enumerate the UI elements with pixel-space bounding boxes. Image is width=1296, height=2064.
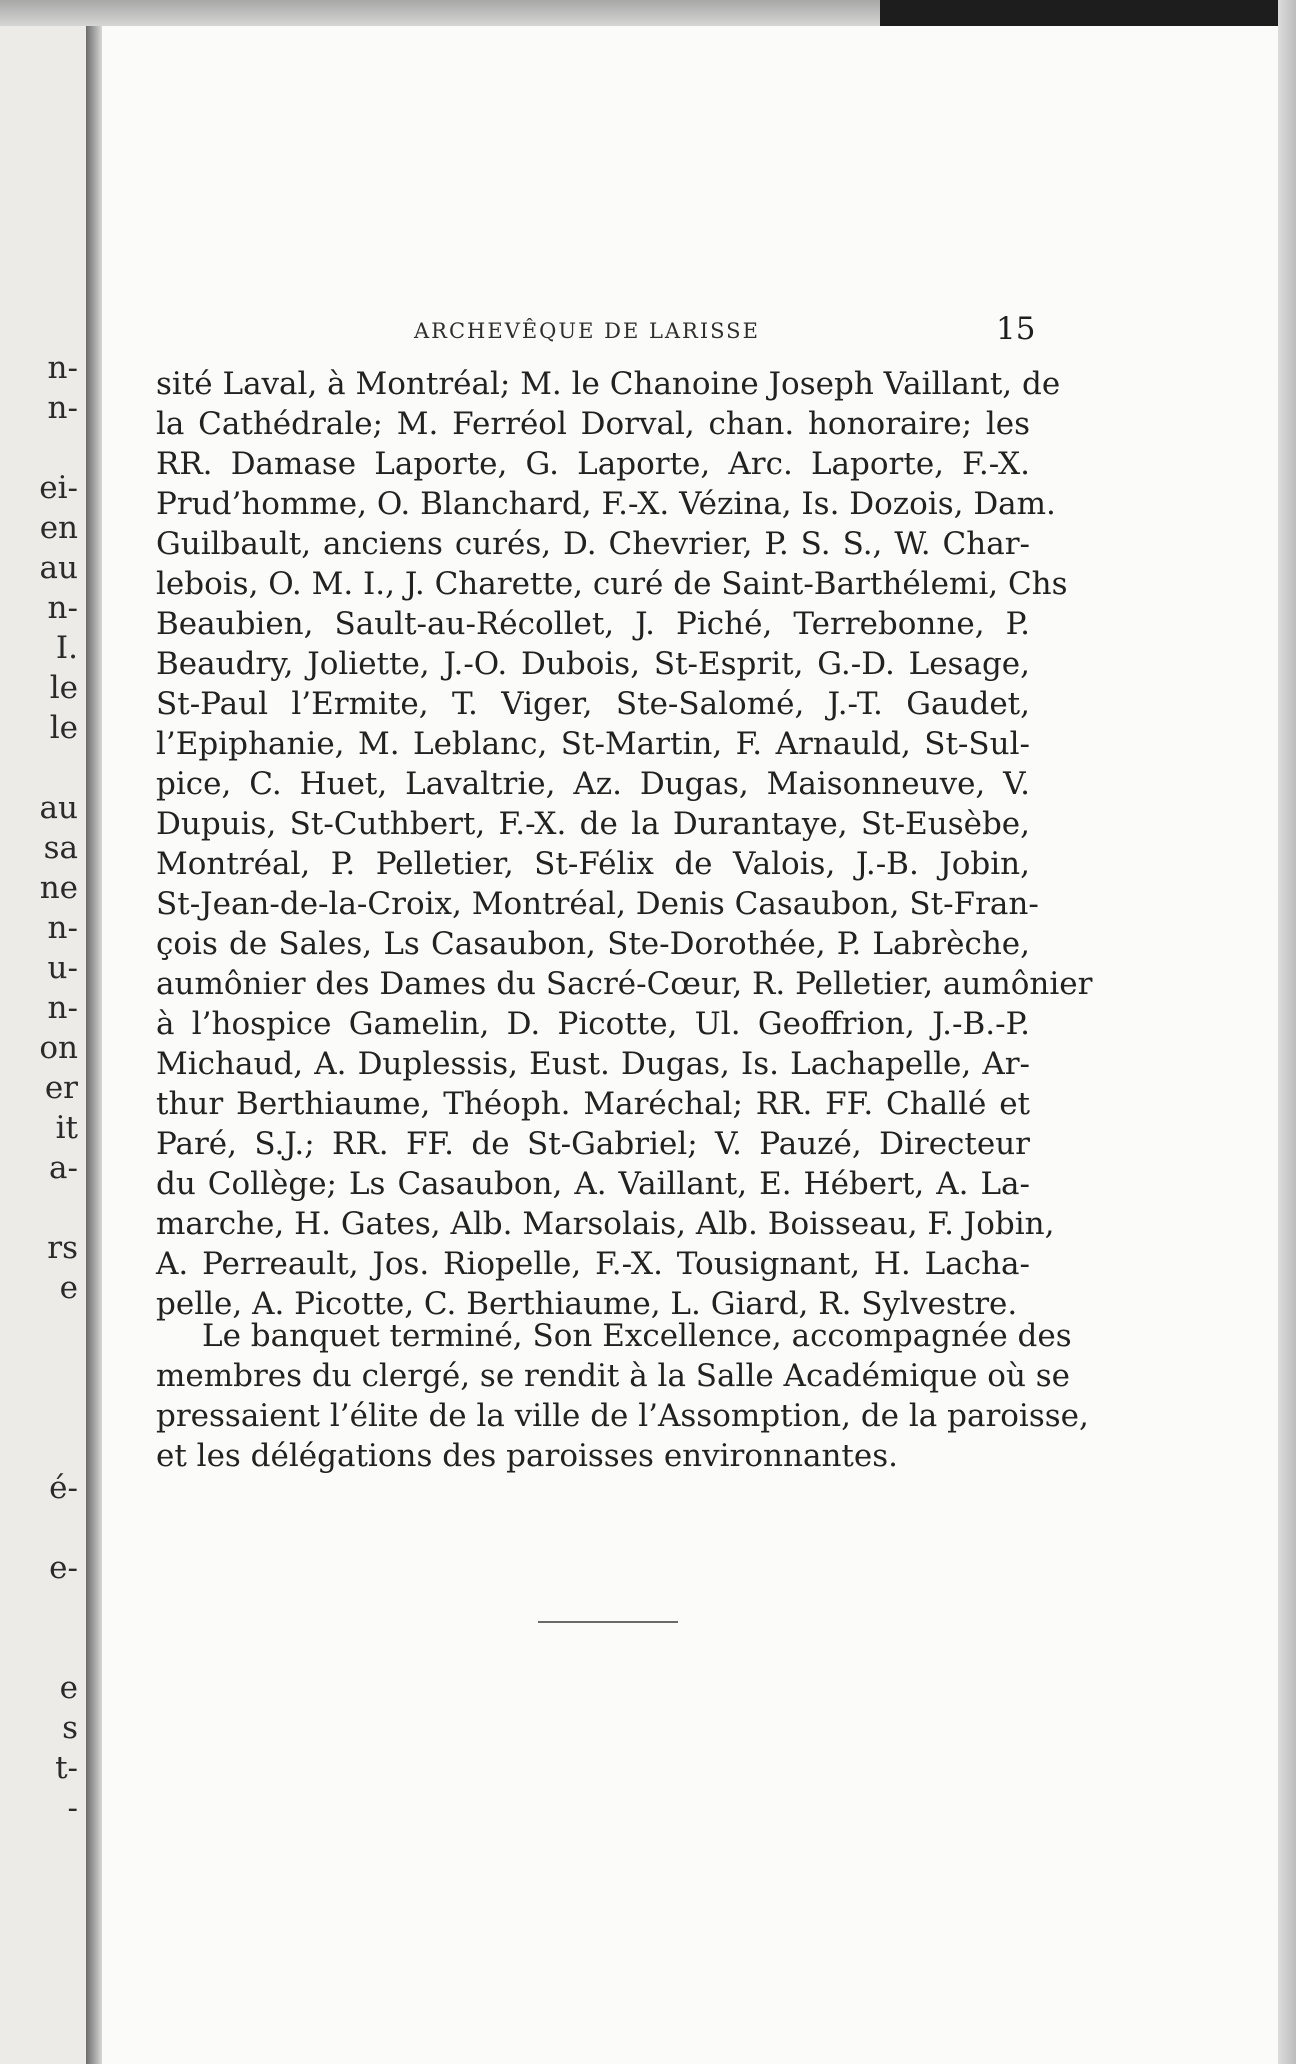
- facing-page-fragment: a-: [49, 1150, 78, 1186]
- facing-page-fragment: I.: [55, 630, 78, 666]
- text-line: çois de Sales, Ls Casaubon, Ste-Dorothée, P. Labrèche,: [156, 926, 1030, 962]
- facing-page-fragment: ei-: [39, 470, 78, 506]
- text-line: l’Epiphanie, M. Leblanc, St-Martin, F. Arnauld, St-Sul-: [156, 726, 1030, 762]
- facing-page-fragment: ne: [39, 870, 78, 906]
- text-line: Beaubien, Sault-au-Récollet, J. Piché, Terrebonne, P.: [156, 606, 1030, 642]
- facing-page-fragment: rs: [47, 1230, 78, 1266]
- facing-page-fragment: au: [39, 550, 78, 586]
- paragraph-guest-list: [156, 364, 1093, 1324]
- facing-page-fragment: n-: [47, 350, 78, 386]
- text-line: Guilbault, anciens curés, D. Chevrier, P. S. S., W. Char-: [156, 526, 1030, 562]
- text-line: aumônier des Dames du Sacré-Cœur, R. Pelletier, aumônier: [156, 966, 1093, 1002]
- text-line: membres du clergé, se rendit à la Salle Académique où se: [156, 1358, 1071, 1394]
- text-line: du Collège; Ls Casaubon, A. Vaillant, E. Hébert, A. La-: [156, 1166, 1030, 1202]
- text-line: Michaud, A. Duplessis, Eust. Dugas, Is. Lachapelle, Ar-: [156, 1046, 1030, 1082]
- facing-page-edge: [0, 26, 86, 2064]
- running-head: [102, 311, 1278, 351]
- text-line: à l’hospice Gamelin, D. Picotte, Ul. Geoffrion, J.-B.-P.: [156, 1006, 1030, 1042]
- facing-page-fragment: it: [55, 1110, 78, 1146]
- text-line: pelle, A. Picotte, C. Berthiaume, L. Giard, R. Sylvestre.: [156, 1286, 1018, 1322]
- text-line: Dupuis, St-Cuthbert, F.-X. de la Durantaye, St-Eusèbe,: [156, 806, 1030, 842]
- text-line: thur Berthiaume, Théoph. Maréchal; RR. FF. Challé et: [156, 1086, 1030, 1122]
- facing-page-fragment: n-: [47, 910, 78, 946]
- paragraph-banquet-conclusion: [156, 1316, 1089, 1476]
- facing-page-fragment: on: [39, 1030, 78, 1066]
- scan-top-border: [0, 0, 880, 26]
- facing-page-fragment: e-: [49, 1550, 78, 1586]
- text-line: A. Perreault, Jos. Riopelle, F.-X. Tousignant, H. Lacha-: [156, 1246, 1030, 1282]
- facing-page-fragment: u-: [47, 950, 78, 986]
- facing-page-fragment: en: [39, 510, 78, 546]
- facing-page-fragment: le: [49, 710, 78, 746]
- book-page: [102, 26, 1278, 2064]
- facing-page-fragment: au: [39, 790, 78, 826]
- text-line: Paré, S.J.; RR. FF. de St-Gabriel; V. Pauzé, Directeur: [156, 1126, 1030, 1162]
- scanner-background: [880, 0, 1296, 26]
- facing-page-fragment: n-: [47, 590, 78, 626]
- text-line: pressaient l’élite de la ville de l’Assomption, de la paroisse,: [156, 1398, 1089, 1434]
- text-line: lebois, O. M. I., J. Charette, curé de Saint-Barthélemi, Chs: [156, 566, 1068, 602]
- book-gutter: [86, 26, 102, 2064]
- facing-page-fragment: n-: [47, 990, 78, 1026]
- facing-page-fragment: t-: [55, 1750, 78, 1786]
- facing-page-fragment: n-: [47, 390, 78, 426]
- facing-page-fragment: e: [59, 1270, 78, 1306]
- text-line: et les délégations des paroisses environnantes.: [156, 1438, 898, 1474]
- section-divider-rule: [538, 1621, 678, 1623]
- facing-page-fragment: s: [62, 1710, 78, 1746]
- page-number: 15: [996, 311, 1036, 347]
- facing-page-fragment: er: [44, 1070, 78, 1106]
- text-line: Le banquet terminé, Son Excellence, accompagnée des: [202, 1318, 1072, 1354]
- facing-page-fragment: sa: [43, 830, 78, 866]
- text-line: Prud’homme, O. Blanchard, F.-X. Vézina, Is. Dozois, Dam.: [156, 486, 1056, 522]
- text-line: Montréal, P. Pelletier, St-Félix de Valois, J.-B. Jobin,: [156, 846, 1030, 882]
- facing-page-fragment: e: [59, 1670, 78, 1706]
- text-line: RR. Damase Laporte, G. Laporte, Arc. Laporte, F.-X.: [156, 446, 1030, 482]
- text-line: sité Laval, à Montréal; M. le Chanoine Joseph Vaillant, de: [156, 366, 1061, 402]
- text-line: marche, H. Gates, Alb. Marsolais, Alb. Boisseau, F. Jobin,: [156, 1206, 1055, 1242]
- scan-right-edge: [1278, 0, 1296, 2064]
- text-line: pice, C. Huet, Lavaltrie, Az. Dugas, Maisonneuve, V.: [156, 766, 1030, 802]
- facing-page-fragment: -: [67, 1790, 78, 1826]
- running-title: ARCHEVÊQUE DE LARISSE: [414, 319, 760, 343]
- text-line: St-Paul l’Ermite, T. Viger, Ste-Salomé, J.-T. Gaudet,: [156, 686, 1030, 722]
- facing-page-fragment: le: [49, 670, 78, 706]
- facing-page-fragment: é-: [49, 1470, 78, 1506]
- text-line: la Cathédrale; M. Ferréol Dorval, chan. honoraire; les: [156, 406, 1030, 442]
- text-line: Beaudry, Joliette, J.-O. Dubois, St-Esprit, G.-D. Lesage,: [156, 646, 1030, 682]
- text-line: St-Jean-de-la-Croix, Montréal, Denis Casaubon, St-Fran-: [156, 886, 1039, 922]
